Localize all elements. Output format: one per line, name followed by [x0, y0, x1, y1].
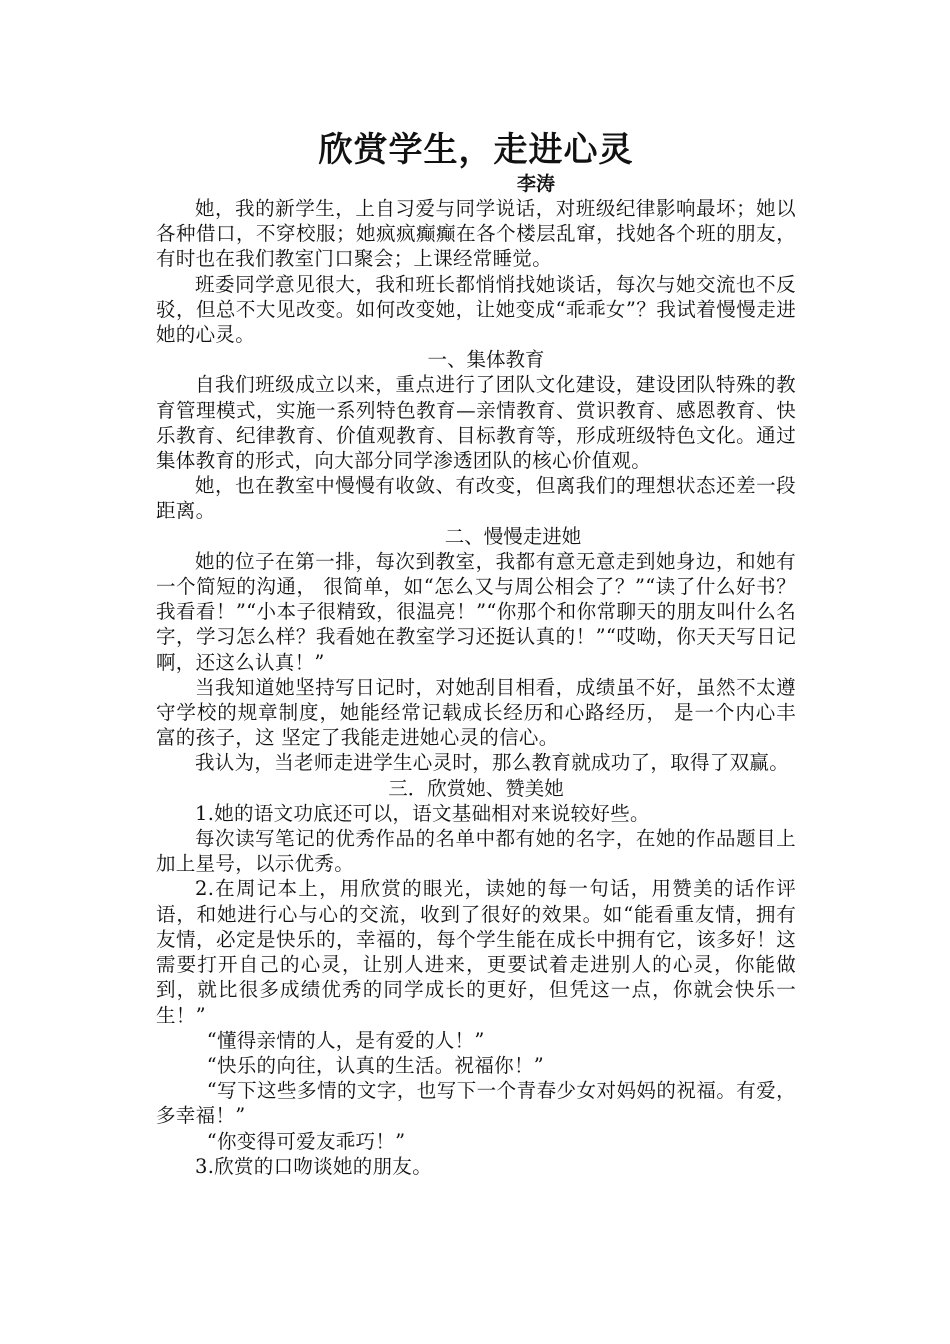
paragraph: 2.在周记本上，用欣赏的眼光，读她的每一句话，用赞美的话作评语，和她进行心与心的交流，收到了很好的效果。如“能看重友情，拥有友情，必定是快乐的，幸福的，每个学生能在成长中拥有它，该多好！这需要打开自己的心灵，让别人进来，更要试着走进别人的心灵，你能做到，就比很多成绩优秀的同学成长的更好，但凭这一点，你就会快乐一生！”: [156, 877, 796, 1027]
quote-paragraph: “你变得可爱友乖巧！”: [206, 1129, 406, 1153]
document-page: [156, 128, 796, 1179]
quote-paragraph: “懂得亲情的人，是有爱的人！”: [206, 1028, 485, 1052]
paragraph: 她，也在教室中慢慢有收敛、有改变，但离我们的理想状态还差一段距离。: [156, 474, 796, 523]
paragraph: 我认为，当老师走进学生心灵时，那么教育就成功了，取得了双赢。: [195, 751, 790, 775]
document-title: 欣赏学生，走进心灵: [318, 130, 634, 170]
paragraph: 班委同学意见很大，我和班长都悄悄找她谈话，每次与她交流也不反驳，但总不大见改变。如何改变她，让她变成“乖乖女”？我试着慢慢走进她的心灵。: [156, 272, 796, 347]
section-heading-1: 一、集体教育: [427, 348, 545, 372]
paragraph: 她的位子在第一排，每次到教室，我都有意无意走到她身边，和她有一个简短的沟通， 很简单，如“怎么又与周公相会了？”“读了什么好书？我看看！”“小本子很精致，很温亮！”“你那个和你常聊天的朋友叫什么名字，学习怎么样？我看她在教室学习还挺认真的！”“哎呦，你天天写日记啊，还这么认真！”: [156, 549, 796, 674]
quote-paragraph: “快乐的向往，认真的生活。祝福你！”: [206, 1053, 545, 1077]
paragraph: 1.她的语文功底还可以，语文基础相对来说较好些。: [195, 801, 650, 825]
section-heading-3: 三．欣赏她、赞美她: [388, 776, 564, 800]
paragraph: 她，我的新学生，上自习爱与同学说话，对班级纪律影响最坏；她以各种借口，不穿校服；她疯疯癫癫在各个楼层乱窜，找她各个班的朋友，有时也在我们教室门口聚会；上课经常睡觉。: [156, 197, 796, 271]
paragraph: 每次读写笔记的优秀作品的名单中都有她的名字，在她的作品题目上加上星号，以示优秀。: [156, 827, 796, 876]
section-heading-2: 二、慢慢走进她: [444, 524, 582, 548]
paragraph: 自我们班级成立以来，重点进行了团队文化建设，建设团队特殊的教育管理模式，实施一系列特色教育—亲情教育、赏识教育、感恩教育、快乐教育、纪律教育、价值观教育、目标教育等，形成班级特色文化。通过集体教育的形式，向大部分同学渗透团队的核心价值观。: [156, 373, 796, 473]
paragraph: 当我知道她坚持写日记时，对她刮目相看，成绩虽不好，虽然不太遵守学校的规章制度，她能经常记载成长经历和心路经历， 是一个内心丰富的孩子，这 坚定了我能走进她心灵的信心。: [156, 675, 796, 750]
paragraph: 3.欣赏的口吻谈她的朋友。: [195, 1154, 433, 1178]
quote-paragraph: “写下这些多情的文字，也写下一个青春少女对妈妈的祝福。有爱，多幸福！”: [156, 1079, 796, 1128]
document-author: 李涛: [516, 173, 555, 195]
